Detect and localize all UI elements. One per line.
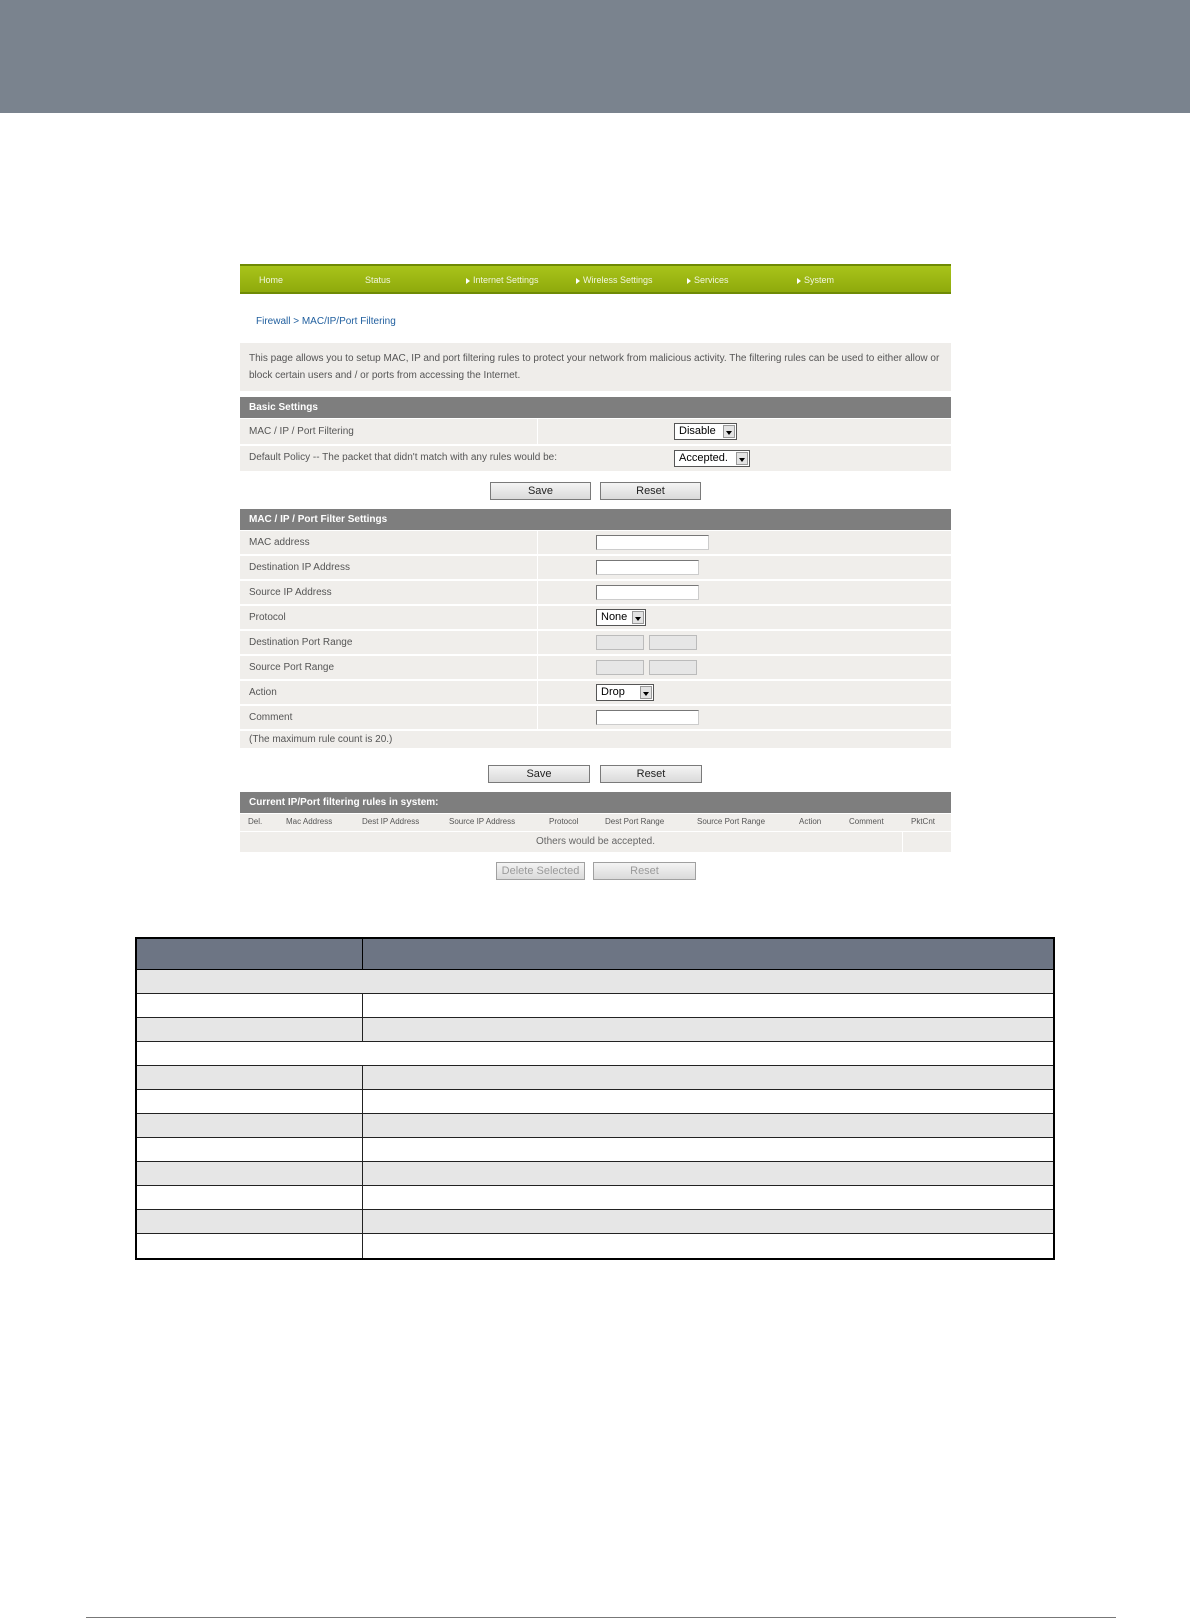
column-separator <box>537 631 538 654</box>
filter-settings-header: MAC / IP / Port Filter Settings <box>240 509 951 530</box>
filter-reset-button[interactable]: Reset <box>600 765 702 783</box>
chevron-down-icon <box>723 425 735 438</box>
src-port-start-input[interactable] <box>596 660 644 675</box>
chevron-down-icon <box>640 686 652 699</box>
src-ip-input[interactable] <box>596 585 699 600</box>
table-row <box>137 1138 1053 1162</box>
chevron-down-icon <box>736 452 748 465</box>
table-section-row <box>137 970 1053 994</box>
breadcrumb[interactable]: Firewall > MAC/IP/Port Filtering <box>256 316 396 327</box>
others-text: Others would be accepted. <box>536 836 655 847</box>
mac-address-input[interactable] <box>596 535 709 550</box>
action-label: Action <box>249 687 277 698</box>
parameter-table <box>135 937 1055 1260</box>
page-description: This page allows you to setup MAC, IP and port filtering rules to protect your network from malicious activity. The filtering rules can be used to either allow or block certain users and / or ports from accessing the Internet. <box>240 343 951 391</box>
nav-internet-settings[interactable]: Internet Settings <box>466 266 542 294</box>
default-policy-select[interactable]: Accepted. <box>674 450 750 467</box>
table-section-row <box>137 1042 1053 1066</box>
chevron-right-icon <box>466 278 470 284</box>
table-header-row <box>137 939 1053 970</box>
col-pktcnt: PktCnt <box>911 817 936 826</box>
rules-table-header <box>240 814 951 831</box>
dest-ip-input[interactable] <box>596 560 699 575</box>
mac-address-row <box>240 531 951 555</box>
src-port-row <box>240 656 951 680</box>
column-separator <box>537 656 538 679</box>
filtering-row <box>240 419 951 445</box>
dest-port-row <box>240 631 951 655</box>
table-row <box>137 1162 1053 1186</box>
column-separator <box>537 681 538 704</box>
nav-system[interactable]: System <box>797 266 834 294</box>
mac-address-label: MAC address <box>249 537 310 548</box>
top-banner <box>0 0 1190 113</box>
table-row <box>137 1114 1053 1138</box>
action-row <box>240 681 951 705</box>
col-action: Action <box>799 817 822 826</box>
default-policy-row <box>240 446 951 472</box>
dest-port-start-input[interactable] <box>596 635 644 650</box>
basic-save-button[interactable]: Save <box>490 482 591 500</box>
protocol-row <box>240 606 951 630</box>
router-ui-screenshot <box>240 264 951 877</box>
protocol-label: Protocol <box>249 612 286 623</box>
col-dest-ip: Dest IP Address <box>362 817 420 826</box>
dest-ip-label: Destination IP Address <box>249 562 350 573</box>
src-ip-label: Source IP Address <box>249 587 332 598</box>
table-row <box>137 994 1053 1018</box>
nav-home[interactable]: Home <box>259 275 284 285</box>
src-port-label: Source Port Range <box>249 662 335 673</box>
comment-input[interactable] <box>596 710 699 725</box>
filtering-label: MAC / IP / Port Filtering <box>249 426 354 437</box>
comment-row <box>240 706 951 730</box>
table-row <box>137 1018 1053 1042</box>
src-port-end-input[interactable] <box>649 660 697 675</box>
col-del: Del. <box>248 817 263 826</box>
default-policy-label: Default Policy -- The packet that didn't match with any rules would be: <box>249 452 557 463</box>
basic-settings-header: Basic Settings <box>240 397 951 418</box>
max-rule-note-row <box>240 731 951 749</box>
col-src-ip: Source IP Address <box>449 817 516 826</box>
chevron-right-icon <box>797 278 801 284</box>
column-separator <box>902 832 903 852</box>
table-row <box>137 1186 1053 1210</box>
table-row <box>137 1090 1053 1114</box>
chevron-down-icon <box>632 611 644 624</box>
col-comment: Comment <box>849 817 884 826</box>
max-rule-note: (The maximum rule count is 20.) <box>249 734 393 745</box>
chevron-right-icon <box>576 278 580 284</box>
table-header-cell <box>137 939 363 969</box>
column-separator <box>537 706 538 729</box>
comment-label: Comment <box>249 712 293 723</box>
column-separator <box>537 581 538 604</box>
table-row <box>137 1066 1053 1090</box>
current-rules-header: Current IP/Port filtering rules in system: <box>240 792 951 813</box>
column-separator <box>537 556 538 579</box>
col-dest-port: Dest Port Range <box>605 817 665 826</box>
chevron-right-icon <box>687 278 691 284</box>
column-separator <box>537 531 538 554</box>
dest-port-end-input[interactable] <box>649 635 697 650</box>
protocol-select[interactable]: None <box>596 609 646 626</box>
table-row <box>137 1210 1053 1234</box>
nav-status[interactable]: Status <box>365 275 391 285</box>
top-navigation <box>240 264 951 294</box>
src-ip-row <box>240 581 951 605</box>
dest-port-label: Destination Port Range <box>249 637 353 648</box>
nav-services[interactable]: Services <box>687 266 729 294</box>
rules-others-row <box>240 832 951 852</box>
col-mac: Mac Address <box>286 817 333 826</box>
action-select[interactable]: Drop <box>596 684 654 701</box>
col-src-port: Source Port Range <box>697 817 766 826</box>
nav-wireless-settings[interactable]: Wireless Settings <box>576 266 653 294</box>
footer-divider <box>86 1617 1116 1618</box>
basic-reset-button[interactable]: Reset <box>600 482 701 500</box>
delete-selected-button[interactable]: Delete Selected <box>496 862 585 880</box>
dest-ip-row <box>240 556 951 580</box>
col-protocol: Protocol <box>549 817 579 826</box>
column-separator <box>537 606 538 629</box>
filter-save-button[interactable]: Save <box>488 765 590 783</box>
rules-reset-button[interactable]: Reset <box>593 862 696 880</box>
column-separator <box>537 419 538 444</box>
table-row <box>137 1234 1053 1258</box>
filtering-select[interactable]: Disable <box>674 423 737 440</box>
